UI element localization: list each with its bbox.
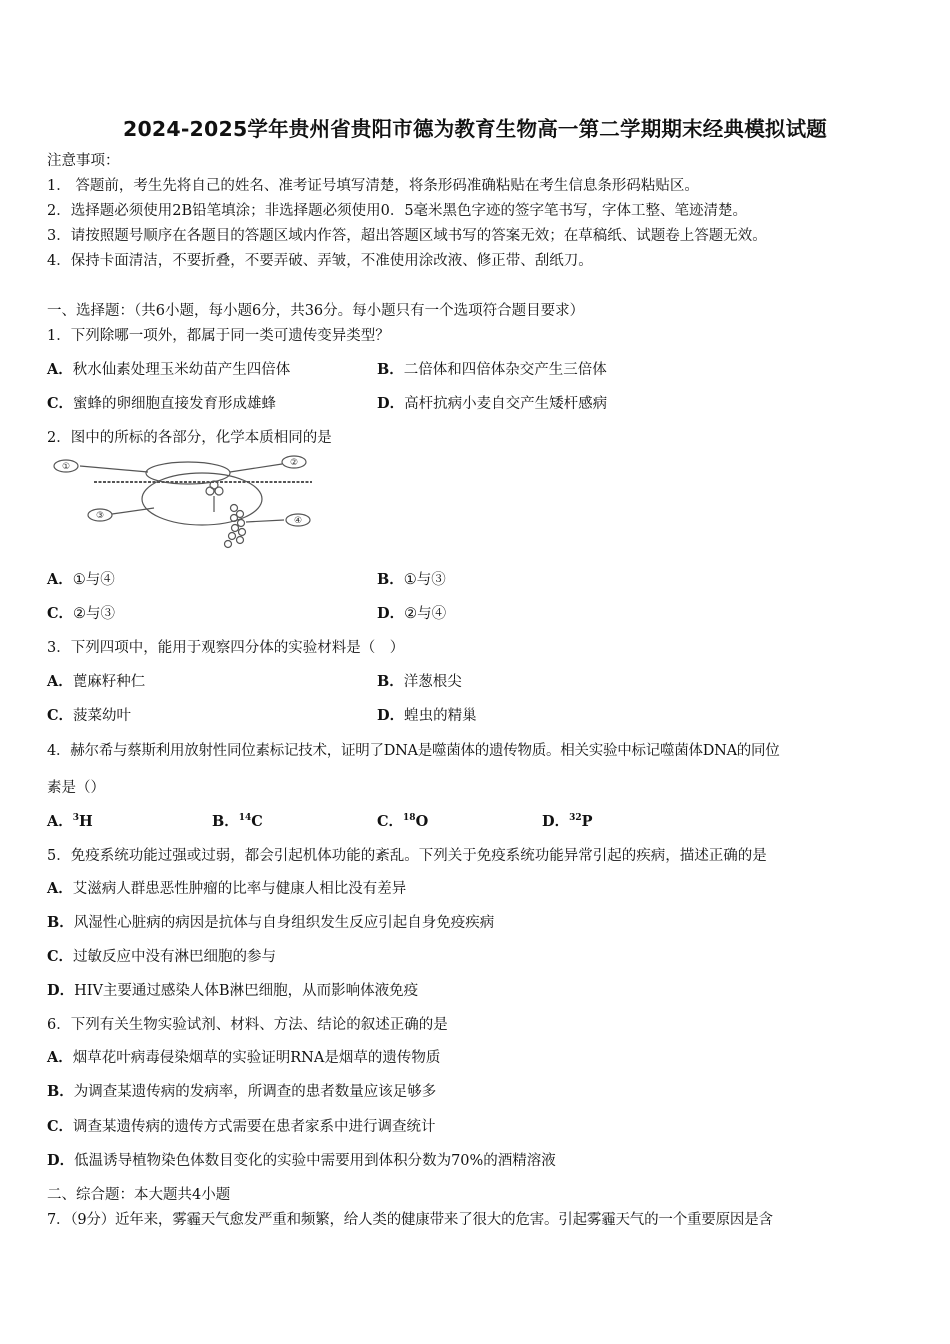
sugar-bead [225,541,232,548]
q7-stem: 7．（9分）近年来，雾霾天气愈发严重和频繁，给人类的健康带来了很大的危害。引起雾霾天气的一个重要原因是含 [47,1212,773,1228]
sugar-bead [232,525,239,532]
leader-line-1 [80,466,148,472]
q6-stem: 6．下列有关生物实验试剂、材料、方法、结论的叙述正确的是 [47,1017,448,1033]
figure-label-4: ④ [293,516,303,526]
q4-option-d[interactable]: D．$^{32}$P [542,813,593,830]
leader-line-2 [230,464,282,472]
q3-option-b[interactable]: B．洋葱根尖 [377,673,462,690]
q1-option-d[interactable]: D．高杆抗病小麦自交产生矮杆感病 [377,395,608,412]
notice-item-1: 1． 答题前，考生先将自己的姓名、准考证号填写清楚，将条形码准确粘贴在考生信息条形码粘贴区。 [47,178,699,194]
membrane-structure-figure [44,452,324,554]
sugar-bead [239,529,246,536]
sugar-bead [229,533,236,540]
q3-option-c[interactable]: C．菠菜幼叶 [47,707,132,724]
q4-option-a[interactable]: A．$^3$H [47,813,93,830]
q2-option-a[interactable]: A．①与④ [47,571,115,588]
q2-option-c[interactable]: C．②与③ [47,605,116,622]
chain-node [215,487,223,495]
sugar-bead [231,505,238,512]
notice-heading: 注意事项： [47,153,120,169]
page-title: 2024-2025学年贵州省贵阳市德为教育生物高一第二学期期末经典模拟试题 [122,117,828,141]
figure-label-2: ② [289,458,299,468]
q6-option-a[interactable]: A．烟草花叶病毒侵染烟草的实验证明RNA是烟草的遗传物质 [47,1049,441,1066]
q5-stem: 5．免疫系统功能过强或过弱，都会引起机体功能的紊乱。下列关于免疫系统功能异常引起的疾病，描述正确的是 [47,848,767,864]
q4-option-b[interactable]: B．$^{14}$C [212,813,263,830]
q4-stem-line-1: 4．赫尔希与蔡斯利用放射性同位素标记技术，证明了DNA是噬菌体的遗传物质。相关实验中标记噬菌体DNA的同位 [47,743,780,759]
q6-option-c[interactable]: C．调查某遗传病的遗传方式需要在患者家系中进行调查统计 [47,1118,436,1135]
q5-option-c[interactable]: C．过敏反应中没有淋巴细胞的参与 [47,948,277,965]
q1-stem: 1．下列除哪一项外，都属于同一类可遗传变异类型？ [47,328,390,344]
leader-line-4 [246,520,284,522]
q2-option-b[interactable]: B．①与③ [377,571,446,588]
q5-option-b[interactable]: B．风湿性心脏病的病因是抗体与自身组织发生反应引起自身免疫疾病 [47,914,495,931]
q4-option-c[interactable]: C．$^{18}$O [377,813,429,830]
notice-item-3: 3．请按照题号顺序在各题目的答题区域内作答，超出答题区域书写的答案无效；在草稿纸、试题卷上答题无效。 [47,228,767,244]
q3-stem: 3．下列四项中，能用于观察四分体的实验材料是（ ） [47,640,405,656]
q5-option-d[interactable]: D．HIV主要通过感染人体B淋巴细胞，从而影响体液免疫 [47,982,419,999]
chain-node [206,487,214,495]
q4-stem-line-2: 素是（） [47,780,105,796]
q3-option-a[interactable]: A．蓖麻籽种仁 [47,673,146,690]
section-1-heading: 一、选择题：（共6小题，每小题6分，共36分。每小题只有一个选项符合题目要求） [47,303,585,319]
figure-label-1: ① [61,462,71,472]
q1-option-b[interactable]: B．二倍体和四倍体杂交产生三倍体 [377,361,607,378]
section-2-heading: 二、综合题：本大题共4小题 [47,1187,231,1203]
q6-option-b[interactable]: B．为调查某遗传病的发病率，所调查的患者数量应该足够多 [47,1083,437,1100]
sugar-bead [237,537,244,544]
q3-option-d[interactable]: D．蝗虫的精巢 [377,707,477,724]
q2-option-d[interactable]: D．②与④ [377,605,447,622]
q5-option-a[interactable]: A．艾滋病人群患恶性肿瘤的比率与健康人相比没有差异 [47,880,407,897]
sugar-bead [238,520,245,527]
notice-item-4: 4．保持卡面清洁，不要折叠，不要弄破、弄皱，不准使用涂改液、修正带、刮纸刀。 [47,253,593,269]
notice-item-2: 2．选择题必须使用2B铅笔填涂；非选择题必须使用0．5毫米黑色字迹的签字笔书写，字体工整、笔迹清楚。 [47,203,748,219]
q1-option-c[interactable]: C．蜜蜂的卵细胞直接发育形成雄蜂 [47,395,277,412]
q2-stem: 2．图中的所标的各部分，化学本质相同的是 [47,430,332,446]
q1-option-a[interactable]: A．秋水仙素处理玉米幼苗产生四倍体 [47,361,291,378]
channel-protein [142,473,262,525]
q6-option-d[interactable]: D．低温诱导植物染色体数目变化的实验中需要用到体积分数为70%的酒精溶液 [47,1152,556,1169]
figure-label-3: ③ [95,511,105,521]
